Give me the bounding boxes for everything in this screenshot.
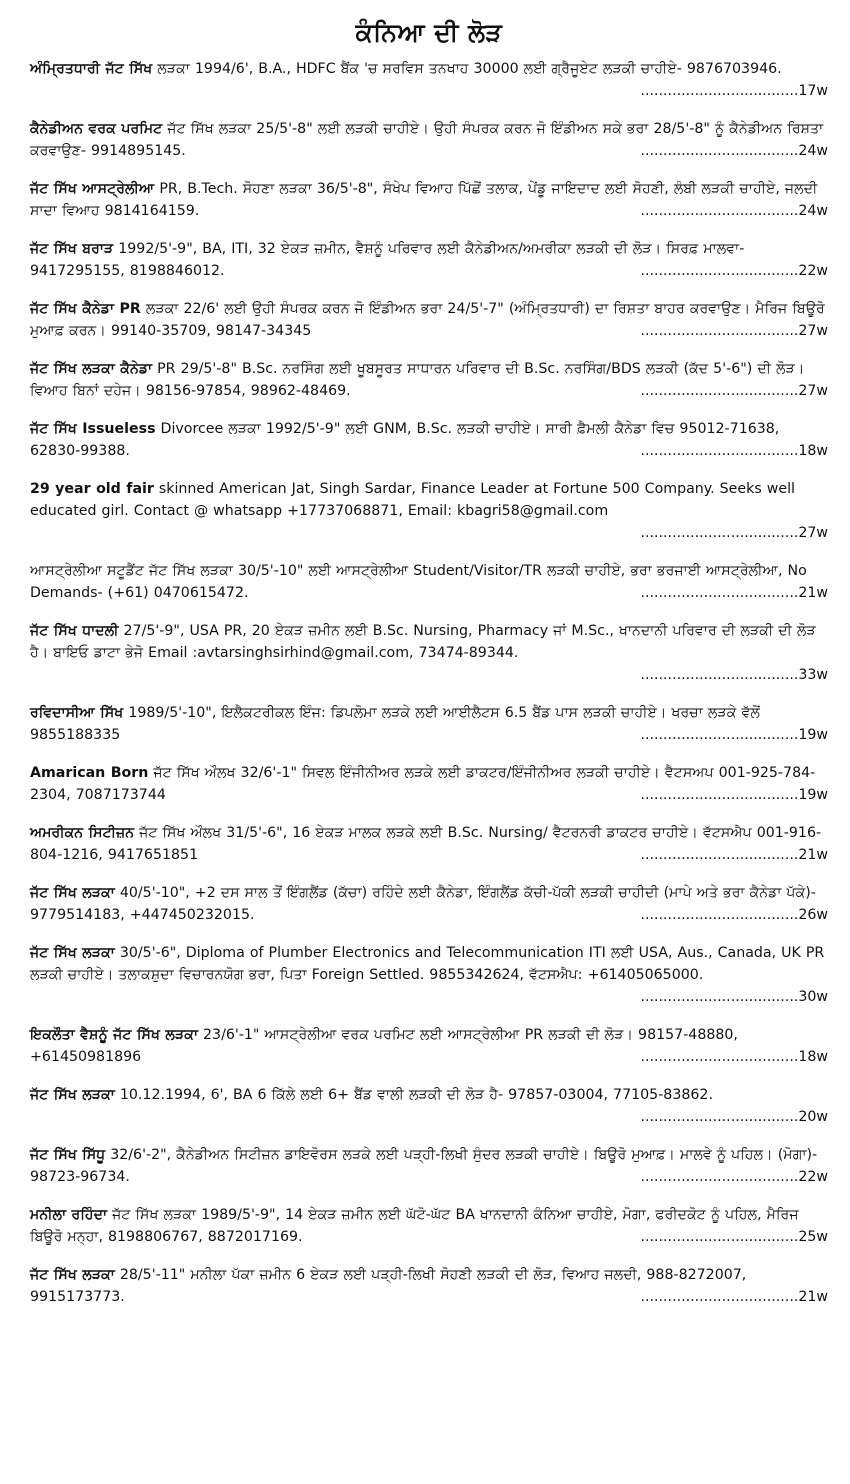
listing-text: [30, 1084, 828, 1128]
listing-text: [30, 1264, 828, 1308]
listing-text: [30, 822, 828, 866]
listing-text: [30, 1144, 828, 1188]
listing-code: ...................................26w: [635, 907, 829, 923]
listing-entry: [30, 1264, 828, 1308]
listing-lead: ਜੱਟ ਸਿੱਖ Issueless: [30, 421, 156, 437]
listing-body: 27/5'-9", USA PR, 20 ਏਕੜ ਜ਼ਮੀਨ ਲਈ B.Sc. Nursing, Pharmacy ਜਾਂ M.Sc., ਖਾਨਦਾਨੀ ਪਰਿਵਾਰ ਦੀ ਲੜਕੀ ਦੀ ਲੋੜ ਹੈ। ਬਾਇਓ ਡਾਟਾ ਭੇਜੋ Email :avtarsinghsirhind@gmail.com, 73474-89344.: [30, 623, 816, 661]
listing-code: ...................................18w: [635, 443, 829, 459]
listing-code: ...................................27w: [635, 383, 829, 399]
listing-entry: [30, 418, 828, 462]
listing-text: [30, 942, 828, 1008]
listing-code: ...................................33w: [635, 667, 829, 683]
listing-entry: [30, 238, 828, 282]
listing-lead: ਜੱਟ ਸਿੱਖ ਲੜਕਾ ਕੈਨੇਡਾ: [30, 361, 153, 377]
listing-lead: ਅੰਮ੍ਰਿਤਧਾਰੀ ਜੱਟ ਸਿੱਖ: [30, 61, 153, 77]
listing-code: ...................................22w: [635, 263, 829, 279]
listing-code: ...................................27w: [635, 323, 829, 339]
listing-body: ਜੱਟ ਸਿੱਖ ਲੜਕਾ 1989/5'-9", 14 ਏਕੜ ਜ਼ਮੀਨ ਲਈ ਘੱਟੋ-ਘੱਟ BA ਖਾਨਦਾਨੀ ਕੰਨਿਆ ਚਾਹੀਏ, ਮੋਗਾ, ਫਰੀਦਕੋਟ ਨੂੰ ਪਹਿਲ, ਮੈਰਿਜ ਬਿਊਰੋ ਮਨ੍ਹਾ, 8198806767, 8872017169.: [30, 1207, 799, 1245]
listing-entry: [30, 822, 828, 866]
listing-text: [30, 478, 828, 522]
listing-code: ...................................19w: [635, 787, 829, 803]
listing-text: [30, 298, 828, 342]
listing-lead: ਰਵਿਦਾਸੀਆ ਸਿੱਖ: [30, 705, 124, 721]
listing-entry: [30, 762, 828, 806]
listing-code: ...................................24w: [635, 143, 829, 159]
listing-text: [30, 1024, 828, 1068]
listing-code: ...................................21w: [635, 847, 829, 863]
listing-text: [30, 418, 828, 462]
listing-lead: ਜੱਟ ਸਿੱਖ ਕੈਨੇਡਾ PR: [30, 301, 141, 317]
listing-body: PR, B.Tech. ਸੋਹਣਾ ਲੜਕਾ 36/5'-8", ਸੰਖੇਪ ਵਿਆਹ ਪਿੱਛੋਂ ਤਲਾਕ, ਪੇਂਡੂ ਜਾਇਦਾਦ ਲਈ ਸੋਹਣੀ, ਲੰਬੀ ਲੜਕੀ ਚਾਹੀਏ, ਜਲਦੀ ਸਾਦਾ ਵਿਆਹ 9814164159.: [30, 181, 818, 219]
listing-code: ...................................25w: [635, 1229, 829, 1245]
listing-entry: [30, 620, 828, 686]
listing-body: ਲੜਕਾ 22/6' ਲਈ ਉਹੀ ਸੰਪਰਕ ਕਰਨ ਜੋ ਇੰਡੀਅਨ ਭਰਾ 24/5'-7" (ਅੰਮ੍ਰਿਤਧਾਰੀ) ਦਾ ਰਿਸ਼ਤਾ ਬਾਹਰ ਕਰਵਾਉਣ। ਮੈਰਿਜ ਬਿਊਰੋ ਮੁਆਫ਼ ਕਰਨ। 99140-35709, 98147-34345: [30, 301, 825, 339]
listing-body: 1992/5'-9", BA, ITI, 32 ਏਕੜ ਜ਼ਮੀਨ, ਵੈਸ਼ਨੂੰ ਪਰਿਵਾਰ ਲਈ ਕੈਨੇਡੀਅਨ/ਅਮਰੀਕਾ ਲੜਕੀ ਦੀ ਲੋੜ। ਸਿਰਫ਼ ਮਾਲਵਾ- 9417295155, 8198846012.: [30, 241, 745, 279]
listing-entry: [30, 560, 828, 604]
listing-text: [30, 560, 828, 604]
listing-entry: [30, 58, 828, 102]
listing-entry: [30, 178, 828, 222]
listing-entry: [30, 1084, 828, 1128]
listing-body: 28/5'-11" ਮਨੀਲਾ ਪੱਕਾ ਜ਼ਮੀਨ 6 ਏਕੜ ਲਈ ਪੜ੍ਹੀ-ਲਿਖੀ ਸੋਹਣੀ ਲੜਕੀ ਦੀ ਲੋੜ, ਵਿਆਹ ਜਲਦੀ, 988-8272007, 9915173773.: [30, 1267, 747, 1305]
listing-lead: ਜੱਟ ਸਿੱਖ ਲੜਕਾ: [30, 1087, 115, 1103]
listing-text: [30, 118, 828, 162]
listing-lead: ਜੱਟ ਸਿੱਖ ਲੜਕਾ: [30, 885, 115, 901]
listing-code: ...................................19w: [635, 727, 829, 743]
listing-code: ...................................17w: [635, 83, 829, 99]
listing-entry: [30, 702, 828, 746]
listing-body: Divorcee ਲੜਕਾ 1992/5'-9" ਲਈ GNM, B.Sc. ਲੜਕੀ ਚਾਹੀਏ। ਸਾਰੀ ਫ਼ੈਮਲੀ ਕੈਨੇਡਾ ਵਿਚ 95012-71638, 62830-99388.: [30, 421, 780, 459]
listing-entry: [30, 942, 828, 1008]
listing-body: 32/6'-2", ਕੈਨੇਡੀਅਨ ਸਿਟੀਜ਼ਨ ਡਾਇਵੋਰਸ ਲੜਕੇ ਲਈ ਪੜ੍ਹੀ-ਲਿਖੀ ਸੁੰਦਰ ਲੜਕੀ ਚਾਹੀਏ। ਬਿਊਰੋ ਮੁਆਫ਼। ਮਾਲਵੇ ਨੂੰ ਪਹਿਲ। (ਮੋਗਾ)- 98723-96734.: [30, 1147, 818, 1185]
listing-text: [30, 178, 828, 222]
listing-entry: [30, 1024, 828, 1068]
listing-code: ...................................18w: [635, 1049, 829, 1065]
listing-lead: ਜੱਟ ਸਿੱਖ ਸਿੱਧੂ: [30, 1147, 106, 1163]
listing-code: ...................................20w: [635, 1109, 829, 1125]
listing-body: 10.12.1994, 6', BA 6 ਕਿੱਲੇ ਲਈ 6+ ਬੈਂਡ ਵਾਲੀ ਲੜਕੀ ਦੀ ਲੋੜ ਹੈ- 97857-03004, 77105-83862.: [114, 1087, 713, 1103]
listing-body: PR 29/5'-8" B.Sc. ਨਰਸਿੰਗ ਲਈ ਖੂਬਸੂਰਤ ਸਾਧਾਰਨ ਪਰਿਵਾਰ ਦੀ B.Sc. ਨਰਸਿੰਗ/BDS ਲੜਕੀ (ਕੱਦ 5'-6") ਦੀ ਲੋੜ। ਵਿਆਹ ਬਿਨਾਂ ਦਹੇਜ। 98156-97854, 98962-48469.: [30, 361, 805, 399]
listing-entry: [30, 118, 828, 162]
listing-lead: ਜੱਟ ਸਿੱਖ ਲੜਕਾ: [30, 945, 115, 961]
listing-lead: ਜੱਟ ਸਿੱਖ ਧਾਦਲੀ: [30, 623, 119, 639]
listing-code: ...................................21w: [635, 1289, 829, 1305]
listing-entry: [30, 358, 828, 402]
listing-body: ਜੱਟ ਸਿੱਖ ਲੜਕਾ 25/5'-8" ਲਈ ਲੜਕੀ ਚਾਹੀਏ। ਉਹੀ ਸੰਪਰਕ ਕਰਨ ਜੋ ਇੰਡੀਅਨ ਸਕੇ ਭਰਾ 28/5'-8" ਨੂੰ ਕੈਨੇਡੀਅਨ ਰਿਸ਼ਤਾ ਕਰਵਾਉਣ- 9914895145.: [30, 121, 824, 159]
listing-lead: ਜੱਟ ਸਿੱਖ ਆਸਟ੍ਰੇਲੀਆ: [30, 181, 155, 197]
listing-text: [30, 620, 828, 664]
listing-body: ਜੱਟ ਸਿੱਖ ਔਲਖ 32/6'-1" ਸਿਵਲ ਇੰਜੀਨੀਅਰ ਲੜਕੇ ਲਈ ਡਾਕਟਰ/ਇੰਜੀਨੀਅਰ ਲੜਕੀ ਚਾਹੀਏ। ਵੈਟਸਅਪ 001-925-784-2304, 7087173744: [30, 765, 816, 803]
listing-entry: [30, 478, 828, 544]
listing-entry: [30, 1144, 828, 1188]
listing-lead: ਜੱਟ ਸਿੱਖ ਬਰਾੜ: [30, 241, 114, 257]
listing-code: ...................................30w: [635, 989, 829, 1005]
listing-body: 40/5'-10", +2 ਦਸ ਸਾਲ ਤੋਂ ਇੰਗਲੈਂਡ (ਕੱਚਾ) ਰਹਿੰਦੇ ਲਈ ਕੈਨੇਡਾ, ਇੰਗਲੈਂਡ ਕੱਚੀ-ਪੱਕੀ ਲੜਕੀ ਚਾਹੀਦੀ (ਮਾਪੇ ਅਤੇ ਭਰਾ ਕੈਨੇਡਾ ਪੱਕੇ)- 9779514183, +447450232015.: [30, 885, 816, 923]
page-title: ਕੰਨਿਆ ਦੀ ਲੋੜ: [355, 18, 503, 47]
listing-code: ...................................27w: [635, 525, 829, 541]
listing-code-line: [30, 664, 828, 686]
listing-lead: ਅਮਰੀਕਨ ਸਿਟੀਜ਼ਨ: [30, 825, 135, 841]
listing-body: ਲੜਕਾ 1994/6', B.A., HDFC ਬੈਂਕ 'ਚ ਸਰਵਿਸ ਤਨਖਾਹ 30000 ਲਈ ਗ੍ਰੈਜੂਏਟ ਲੜਕੀ ਚਾਹੀਏ- 9876703946.: [152, 61, 782, 77]
listing-code-line: [30, 522, 828, 544]
listing-text: [30, 238, 828, 282]
listing-entry: [30, 882, 828, 926]
listing-body: ਆਸਟ੍ਰੇਲੀਆ ਸਟੂਡੈਂਟ ਜੱਟ ਸਿੱਖ ਲੜਕਾ 30/5'-10" ਲਈ ਆਸਟ੍ਰੇਲੀਆ Student/Visitor/TR ਲੜਕੀ ਚਾਹੀਏ, ਭਰਾ ਭਰਜਾਈ ਆਸਟ੍ਰੇਲੀਆ, No Demands- (+61) 0470615472.: [30, 563, 807, 601]
listing-entry: [30, 1204, 828, 1248]
listing-body: skinned American Jat, Singh Sardar, Finance Leader at Fortune 500 Company. Seeks well educated girl. Contact @ whatsapp +17737068871, Email: kbagri58@gmail.com: [30, 481, 795, 519]
listing-lead: ਮਨੀਲਾ ਰਹਿੰਦਾ: [30, 1207, 108, 1223]
listing-lead: ਕੈਨੇਡੀਅਨ ਵਰਕ ਪਰਮਿਟ: [30, 121, 163, 137]
listing-entry: [30, 298, 828, 342]
listing-text: [30, 702, 828, 746]
listing-lead: 29 year old fair: [30, 481, 154, 497]
listing-lead: Amarican Born: [30, 765, 149, 781]
listing-body: 1989/5'-10", ਇਲੈਕਟਰੀਕਲ ਇੰਜ: ਡਿਪਲੋਮਾ ਲੜਕੇ ਲਈ ਆਈਲੈਟਸ 6.5 ਬੈਂਡ ਪਾਸ ਲੜਕੀ ਚਾਹੀਏ। ਖਰਚਾ ਲੜਕੇ ਵੱਲੋਂ 9855188335: [30, 705, 760, 743]
listing-code: ...................................21w: [635, 585, 829, 601]
listing-body: 23/6'-1" ਆਸਟ੍ਰੇਲੀਆ ਵਰਕ ਪਰਮਿਟ ਲਈ ਆਸਟ੍ਰੇਲੀਆ PR ਲੜਕੀ ਦੀ ਲੋੜ। 98157-48880, +61450981896: [30, 1027, 738, 1065]
listings-column: [30, 58, 828, 1308]
listing-text: [30, 882, 828, 926]
listing-lead: ਜੱਟ ਸਿੱਖ ਲੜਕਾ: [30, 1267, 115, 1283]
listing-text: [30, 762, 828, 806]
listing-text: [30, 358, 828, 402]
listing-text: [30, 1204, 828, 1248]
listing-body: ਜੱਟ ਸਿੱਖ ਔਲਖ 31/5'-6", 16 ਏਕੜ ਮਾਲਕ ਲੜਕੇ ਲਈ B.Sc. Nursing/ ਵੈਟਰਨਰੀ ਡਾਕਟਰ ਚਾਹੀਏ। ਵੱਟਸਐਪ 001-916-804-1216, 9417651851: [30, 825, 822, 863]
listing-code: ...................................24w: [635, 203, 829, 219]
listing-lead: ਇਕਲੌਤਾ ਵੈਸ਼ਨੂੰ ਜੱਟ ਸਿੱਖ ਲੜਕਾ: [30, 1027, 199, 1043]
listing-text: [30, 58, 828, 102]
listing-code: ...................................22w: [635, 1169, 829, 1185]
listing-body: 30/5'-6", Diploma of Plumber Electronics and Telecommunication ITI ਲਈ USA, Aus., Canada, UK PR ਲੜਕੀ ਚਾਹੀਏ। ਤਲਾਕਸ਼ੁਦਾ ਵਿਚਾਰਨਯੋਗ ਭਰਾ, ਪਿਤਾ Foreign Settled. 9855342624, ਵੱਟਸਐਪ: +61405065000.: [30, 945, 825, 983]
